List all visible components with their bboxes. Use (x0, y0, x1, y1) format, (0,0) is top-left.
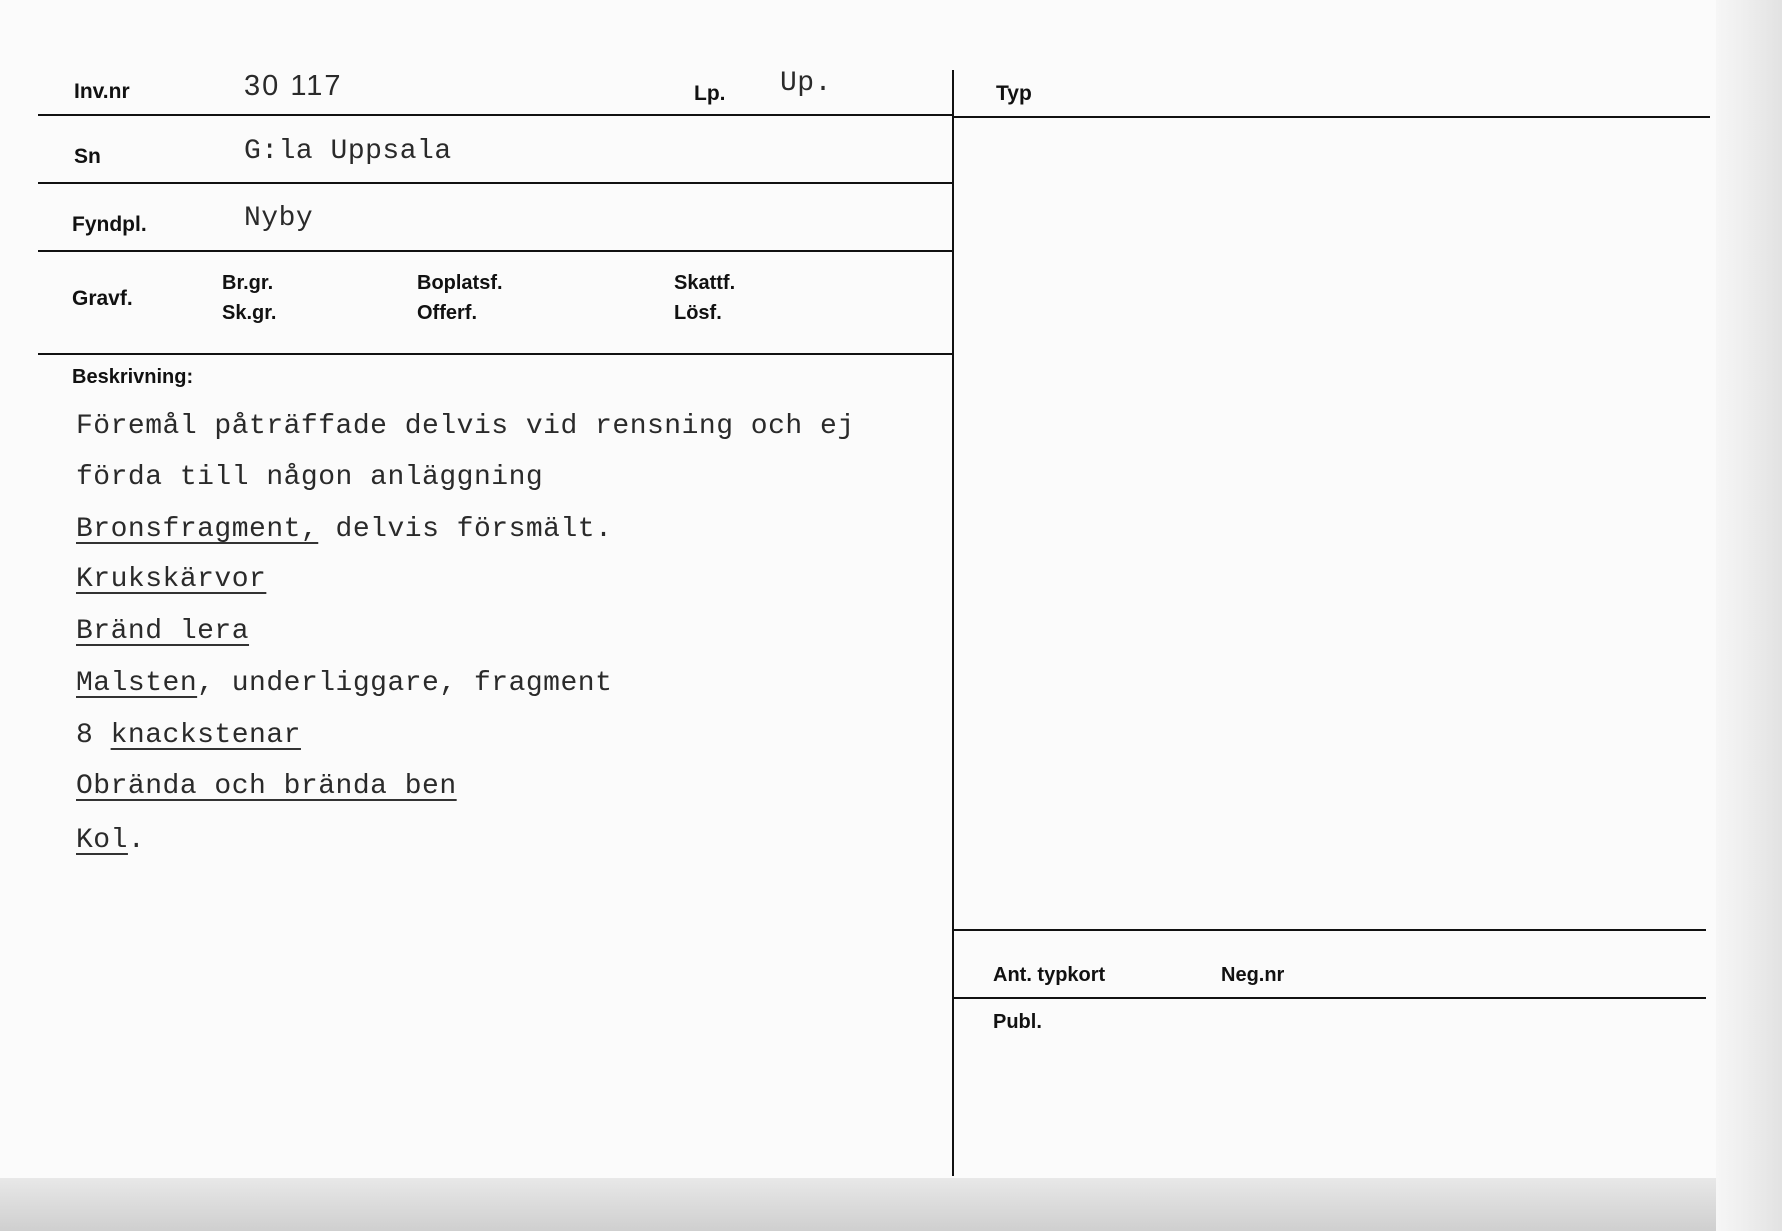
losf-label: Lösf. (674, 302, 722, 324)
find-item-bronsfragment: Bronsfragment, (76, 514, 319, 545)
rule-sn (38, 182, 952, 184)
find-item-brand-lera: Bränd lera (76, 616, 250, 647)
offerf-label: Offerf. (417, 302, 477, 324)
description-line (76, 616, 249, 647)
skattf-label: Skattf. (674, 272, 736, 294)
column-divider (952, 70, 954, 1176)
description-line (76, 564, 266, 595)
rule-gravf (38, 353, 952, 355)
fyndpl-value: Nyby (244, 203, 314, 234)
inv-nr-value: 30 117 (244, 70, 343, 102)
description-text: Föremål påträffade delvis vid rensning och ej (76, 411, 855, 442)
scan-background-bottom (0, 1178, 1782, 1231)
description-text: delvis försmält. (318, 514, 613, 545)
find-item-ben: Obrända och brända ben (76, 771, 457, 802)
description-line (76, 771, 457, 802)
description-text: 8 (76, 720, 111, 751)
rule-invnr (38, 114, 952, 116)
sn-value: G:la Uppsala (244, 136, 452, 167)
fyndpl-label: Fyndpl. (72, 213, 147, 236)
neg-nr-label: Neg.nr (1221, 964, 1285, 986)
description-line (76, 514, 612, 545)
description-line (76, 411, 855, 442)
gravf-label: Gravf. (72, 287, 133, 310)
rule-ant-typkort-bottom (954, 997, 1706, 999)
description-line (76, 462, 543, 493)
lp-value: Up. (780, 68, 832, 99)
boplatsf-label: Boplatsf. (417, 272, 503, 294)
description-line (76, 720, 301, 751)
typ-label: Typ (996, 82, 1032, 105)
br-gr-label: Br.gr. (222, 272, 274, 294)
scan-background-right (1716, 0, 1782, 1231)
rule-typ (952, 116, 1710, 118)
find-item-krukskarvor: Krukskärvor (76, 564, 267, 595)
find-item-kol: Kol (76, 825, 128, 856)
rule-fyndpl (38, 250, 952, 252)
lp-label: Lp. (694, 82, 726, 105)
rule-ant-typkort-top (954, 929, 1706, 931)
inv-nr-label: Inv.nr (74, 80, 130, 103)
description-line (76, 668, 612, 699)
publ-label: Publ. (993, 1011, 1042, 1033)
beskrivning-label: Beskrivning: (72, 366, 194, 388)
description-text: förda till någon anläggning (76, 462, 544, 493)
description-text: . (127, 825, 146, 856)
sn-label: Sn (74, 145, 101, 168)
find-item-knackstenar: knackstenar (110, 720, 301, 751)
ant-typkort-label: Ant. typkort (993, 964, 1106, 986)
description-text: , underliggare, fragment (197, 668, 613, 699)
description-line (76, 825, 145, 856)
sk-gr-label: Sk.gr. (222, 302, 277, 324)
find-item-malsten: Malsten (76, 668, 198, 699)
